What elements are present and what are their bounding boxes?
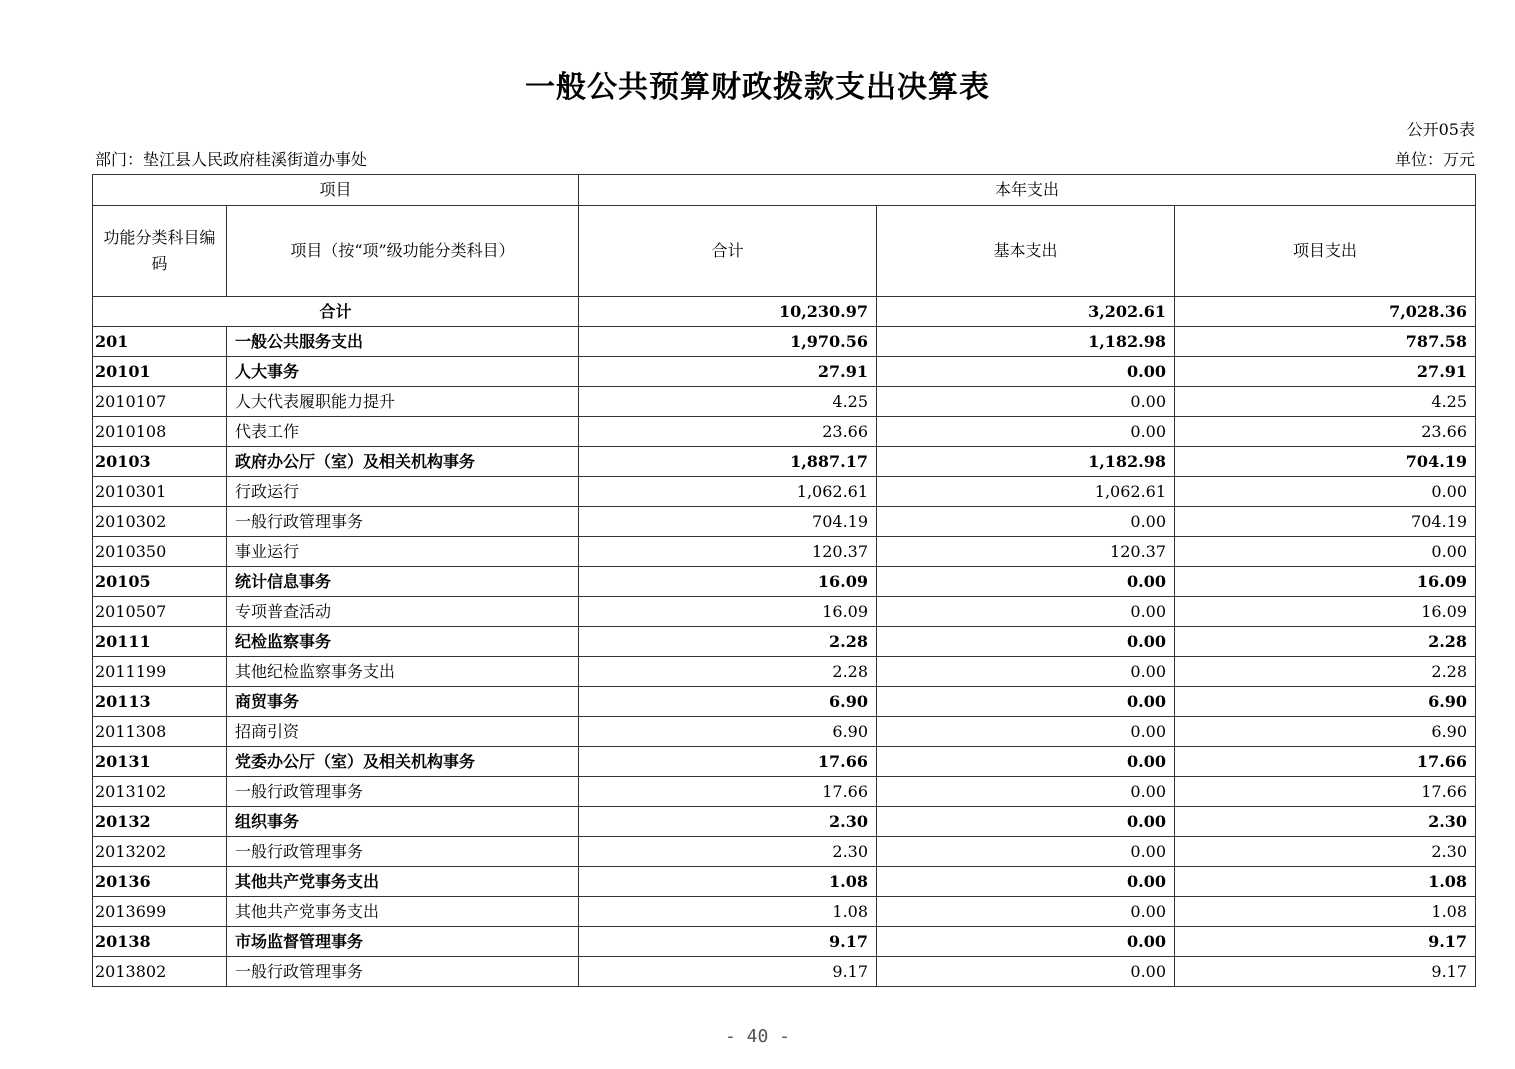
table-row [93,897,1476,927]
total-row [93,297,1476,327]
row-project: 17.66 [1175,747,1476,777]
row-name: 其他共产党事务支出 [227,897,579,927]
row-project: 704.19 [1175,507,1476,537]
table-row [93,747,1476,777]
row-name: 其他共产党事务支出 [227,867,579,897]
row-basic: 0.00 [877,927,1175,957]
row-basic: 1,062.61 [877,477,1175,507]
row-code: 2013699 [93,897,227,927]
row-total: 17.66 [579,747,877,777]
form-number: 公开05表 [1406,120,1475,139]
row-total: 704.19 [579,507,877,537]
header-row-bottom [93,206,1476,297]
table-row [93,357,1476,387]
header-name: 项目（按“项”级功能分类科目） [227,206,579,297]
row-code: 2011199 [93,657,227,687]
row-total: 23.66 [579,417,877,447]
table-row [93,777,1476,807]
row-project: 1.08 [1175,897,1476,927]
row-project: 1.08 [1175,867,1476,897]
row-code: 20105 [93,567,227,597]
row-code: 20113 [93,687,227,717]
row-total: 2.28 [579,657,877,687]
row-name: 人大代表履职能力提升 [227,387,579,417]
row-project: 9.17 [1175,927,1476,957]
row-name: 组织事务 [227,807,579,837]
table-row [93,567,1476,597]
table-row [93,387,1476,417]
budget-table [92,174,1476,987]
row-total: 2.28 [579,627,877,657]
row-code: 20138 [93,927,227,957]
row-basic: 0.00 [877,777,1175,807]
row-total: 2.30 [579,807,877,837]
row-project: 17.66 [1175,777,1476,807]
row-project: 2.30 [1175,807,1476,837]
row-name: 行政运行 [227,477,579,507]
row-name: 市场监督管理事务 [227,927,579,957]
row-code: 20132 [93,807,227,837]
row-basic: 0.00 [877,357,1175,387]
header-code: 功能分类科目编码 [93,206,227,297]
row-project: 2.30 [1175,837,1476,867]
row-project: 704.19 [1175,447,1476,477]
row-code: 2013102 [93,777,227,807]
page-number: - 40 - [724,1026,791,1047]
header-total: 合计 [579,206,877,297]
table-row [93,447,1476,477]
row-total: 17.66 [579,777,877,807]
row-name: 人大事务 [227,357,579,387]
row-project: 787.58 [1175,327,1476,357]
row-project: 23.66 [1175,417,1476,447]
row-total: 1.08 [579,897,877,927]
header-project: 项目 [93,175,579,206]
table-row [93,627,1476,657]
row-code: 2013202 [93,837,227,867]
table-row [93,417,1476,447]
row-name: 一般行政管理事务 [227,507,579,537]
total-label: 合计 [93,297,579,327]
row-name: 事业运行 [227,537,579,567]
row-basic: 0.00 [877,387,1175,417]
row-total: 9.17 [579,927,877,957]
row-basic: 0.00 [877,417,1175,447]
table-row [93,867,1476,897]
table-row [93,477,1476,507]
row-code: 2010108 [93,417,227,447]
row-total: 4.25 [579,387,877,417]
row-basic: 0.00 [877,507,1175,537]
row-code: 2010301 [93,477,227,507]
table-row [93,657,1476,687]
row-name: 一般公共服务支出 [227,327,579,357]
table-row [93,327,1476,357]
row-code: 2010107 [93,387,227,417]
header-current-year: 本年支出 [579,175,1476,206]
table-row [93,837,1476,867]
row-name: 招商引资 [227,717,579,747]
row-basic: 0.00 [877,837,1175,867]
table-row [93,807,1476,837]
row-name: 代表工作 [227,417,579,447]
row-code: 2010350 [93,537,227,567]
unit-label: 单位：万元 [1394,150,1475,169]
row-project: 6.90 [1175,717,1476,747]
row-total: 27.91 [579,357,877,387]
row-total: 120.37 [579,537,877,567]
table-row [93,597,1476,627]
row-total: 2.30 [579,837,877,867]
row-total: 1,970.56 [579,327,877,357]
row-basic: 0.00 [877,597,1175,627]
row-project: 2.28 [1175,627,1476,657]
row-basic: 0.00 [877,687,1175,717]
table-row [93,717,1476,747]
row-project: 4.25 [1175,387,1476,417]
row-project: 2.28 [1175,657,1476,687]
row-basic: 0.00 [877,867,1175,897]
row-basic: 0.00 [877,897,1175,927]
row-code: 2010302 [93,507,227,537]
row-project: 9.17 [1175,957,1476,987]
row-code: 20103 [93,447,227,477]
total-project: 7,028.36 [1175,297,1476,327]
row-code: 2010507 [93,597,227,627]
row-total: 16.09 [579,567,877,597]
header-row-top [93,175,1476,206]
total-basic: 3,202.61 [877,297,1175,327]
row-project: 27.91 [1175,357,1476,387]
row-basic: 0.00 [877,657,1175,687]
row-name: 党委办公厅（室）及相关机构事务 [227,747,579,777]
row-name: 一般行政管理事务 [227,957,579,987]
table-row [93,927,1476,957]
department-label: 部门：垫江县人民政府桂溪街道办事处 [95,150,368,169]
row-code: 20136 [93,867,227,897]
row-basic: 1,182.98 [877,447,1175,477]
row-basic: 0.00 [877,807,1175,837]
row-total: 9.17 [579,957,877,987]
row-code: 2011308 [93,717,227,747]
page-title: 一般公共预算财政拨款支出决算表 [525,70,990,105]
row-total: 1,887.17 [579,447,877,477]
row-basic: 0.00 [877,957,1175,987]
row-name: 纪检监察事务 [227,627,579,657]
row-name: 专项普查活动 [227,597,579,627]
row-code: 201 [93,327,227,357]
row-name: 政府办公厅（室）及相关机构事务 [227,447,579,477]
total-sum: 10,230.97 [579,297,877,327]
row-basic: 120.37 [877,537,1175,567]
table-row [93,957,1476,987]
row-total: 16.09 [579,597,877,627]
row-name: 统计信息事务 [227,567,579,597]
row-code: 2013802 [93,957,227,987]
row-total: 6.90 [579,717,877,747]
row-name: 一般行政管理事务 [227,777,579,807]
table-row [93,537,1476,567]
row-basic: 0.00 [877,627,1175,657]
table-row [93,687,1476,717]
row-project: 0.00 [1175,537,1476,567]
row-code: 20131 [93,747,227,777]
row-total: 6.90 [579,687,877,717]
row-code: 20101 [93,357,227,387]
row-basic: 0.00 [877,567,1175,597]
row-basic: 0.00 [877,717,1175,747]
row-name: 其他纪检监察事务支出 [227,657,579,687]
row-total: 1.08 [579,867,877,897]
row-project: 16.09 [1175,567,1476,597]
table-row [93,507,1476,537]
row-project: 6.90 [1175,687,1476,717]
header-basic: 基本支出 [877,206,1175,297]
row-project: 16.09 [1175,597,1476,627]
row-name: 商贸事务 [227,687,579,717]
row-basic: 1,182.98 [877,327,1175,357]
row-code: 20111 [93,627,227,657]
row-basic: 0.00 [877,747,1175,777]
row-total: 1,062.61 [579,477,877,507]
row-project: 0.00 [1175,477,1476,507]
row-name: 一般行政管理事务 [227,837,579,867]
header-project-exp: 项目支出 [1175,206,1476,297]
